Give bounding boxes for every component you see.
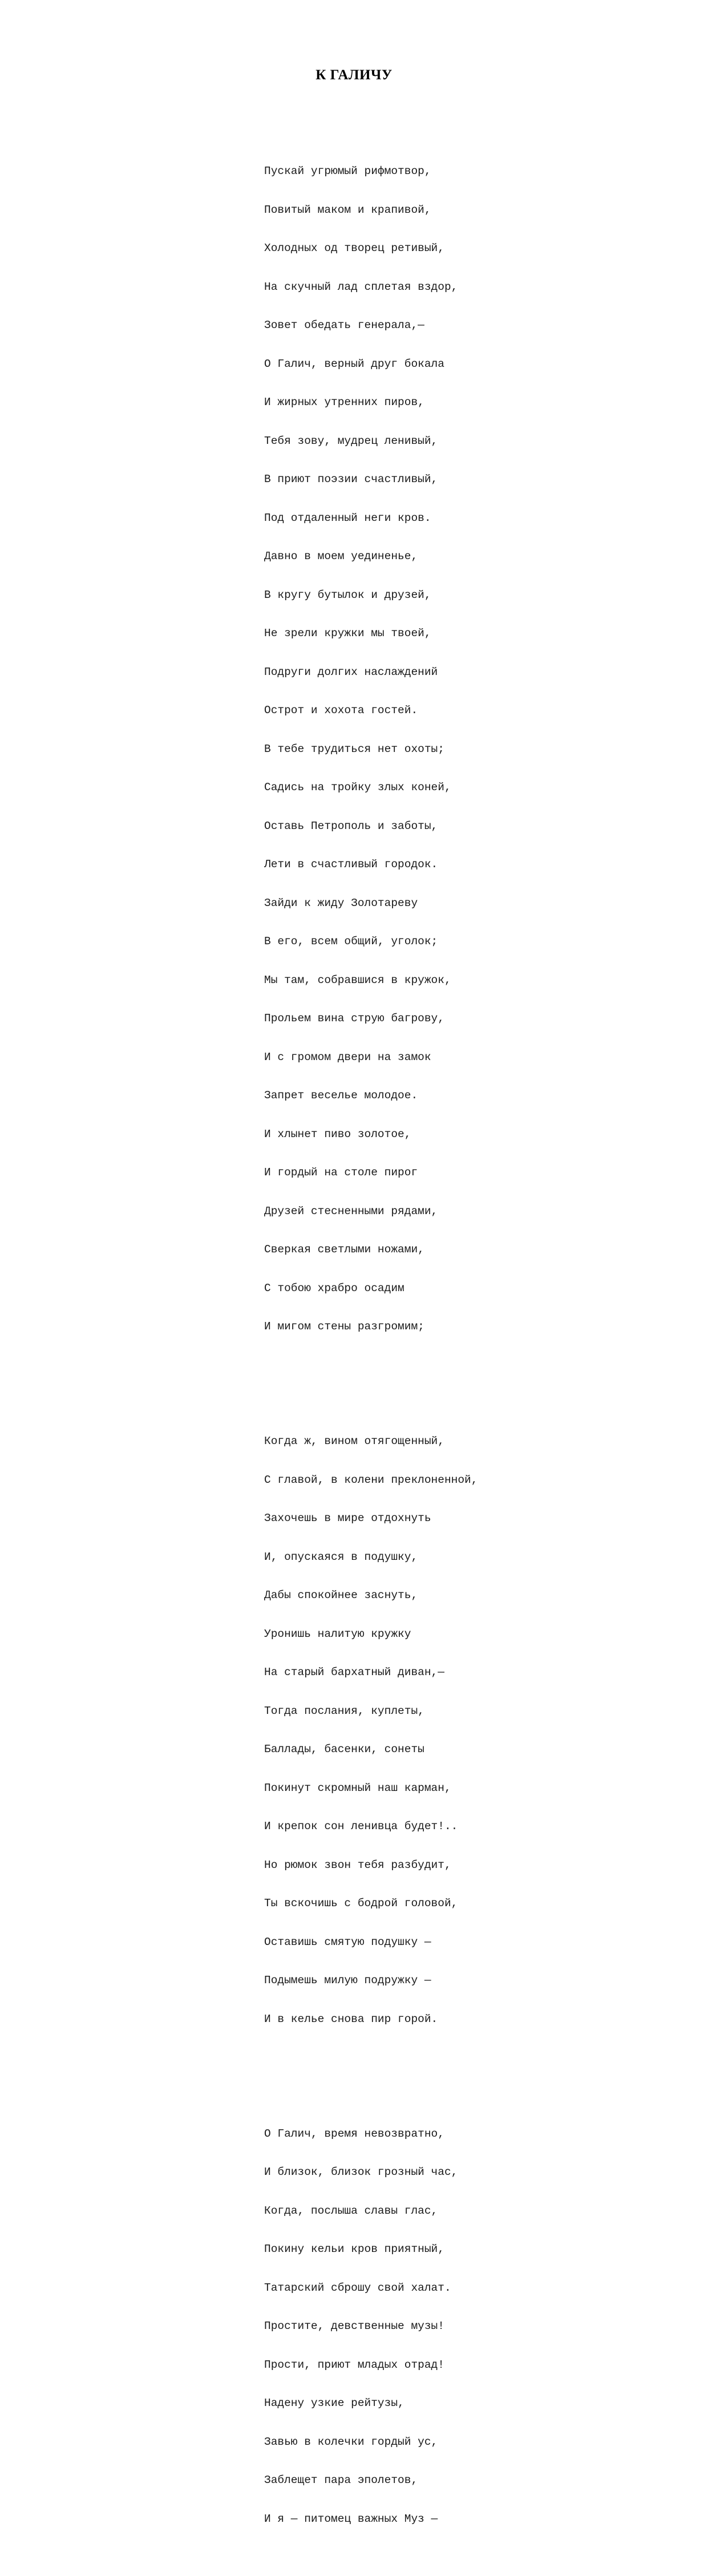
poem-line: Зовет обедать генерала,— — [264, 319, 424, 331]
poem-line: И жирных утренних пиров, — [264, 396, 424, 409]
poem-line: Простите, девственные музы! — [264, 2320, 444, 2332]
poem-line: Мы там, собравшися в кружок, — [264, 973, 451, 986]
poem-line: Прольем вина струю багрову, — [264, 1012, 444, 1025]
poem-line: И близок, близок грозный час, — [264, 2166, 458, 2178]
poem-line: Баллады, басенки, сонеты — [264, 1743, 424, 1756]
poem-line: Сверкая светлыми ножами, — [264, 1243, 424, 1256]
poem-line: На скучный лад сплетая вздор, — [264, 280, 458, 293]
poem-line: В его, всем общий, уголок; — [264, 935, 438, 948]
poem-line: Когда, послыша славы глас, — [264, 2204, 438, 2217]
poem-line: Не зрели кружки мы твоей, — [264, 627, 431, 640]
stanza-1 — [264, 140, 478, 1359]
poem-body — [264, 115, 478, 2576]
poem-line: И в келье снова пир горой. — [264, 2012, 438, 2025]
poem-line: И, опускаяся в подушку, — [264, 1550, 418, 1563]
poem-line: Тебя зову, мудрец ленивый, — [264, 434, 438, 447]
poem-line: Под отдаленный неги кров. — [264, 511, 431, 524]
poem-line: В приют поэзии счастливый, — [264, 473, 438, 486]
poem-line: Давно в моем уединенье, — [264, 550, 418, 563]
stanza-2 — [264, 1410, 478, 2051]
poem-line: Прости, приют младых отрад! — [264, 2358, 444, 2371]
poem-line: Когда ж, вином отягощенный, — [264, 1435, 444, 1447]
poem-line: Подруги долгих наслаждений — [264, 665, 438, 678]
poem-line: Завью в колечки гордый ус, — [264, 2435, 438, 2448]
poem-line: Покинут скромный наш карман, — [264, 1781, 451, 1794]
poem-line: Холодных од творец ретивый, — [264, 242, 444, 254]
poem-line: Запрет веселье молодое. — [264, 1089, 418, 1102]
poem-line: Острот и хохота гостей. — [264, 704, 418, 717]
poem-line: Повитый маком и крапивой, — [264, 203, 431, 216]
poem-line: Подымешь милую подружку — — [264, 1974, 431, 1987]
poem-line: На старый бархатный диван,— — [264, 1666, 444, 1679]
poem-line: И гордый на столе пирог — [264, 1166, 418, 1179]
poem-line: С главой, в колени преклоненной, — [264, 1473, 478, 1486]
poem-line: Зайди к жиду Золотареву — [264, 896, 418, 909]
poem-line: О Галич, верный друг бокала — [264, 357, 444, 370]
poem-line: И хлынет пиво золотое, — [264, 1127, 411, 1141]
poem-line: Захочешь в мире отдохнуть — [264, 1512, 431, 1524]
poem-line: Заблещет пара эполетов, — [264, 2474, 418, 2486]
poem-line: О Галич, время невозвратно, — [264, 2127, 444, 2140]
poem-line: Тогда послания, куплеты, — [264, 1704, 424, 1717]
poem-line: Надену узкие рейтузы, — [264, 2397, 404, 2409]
poem-line: И крепок сон ленивца будет!.. — [264, 1820, 458, 1833]
poem-line: Пускай угрюмый рифмотвор, — [264, 165, 431, 177]
poem-line: С тобою храбро осадим — [264, 1281, 404, 1295]
poem-line: Но рюмок звон тебя разбудит, — [264, 1858, 451, 1871]
poem-line: Оставишь смятую подушку — — [264, 1935, 431, 1948]
poem-title: К ГАЛИЧУ — [315, 67, 393, 83]
stanza-3 — [264, 2102, 478, 2551]
poem-line: Садись на тройку злых коней, — [264, 781, 451, 794]
poem-line: Покину кельи кров приятный, — [264, 2243, 444, 2255]
poem-line: И мигом стены разгромим; — [264, 1320, 424, 1333]
poem-line: Дабы спокойнее заснуть, — [264, 1589, 418, 1602]
poem-line: И с громом двери на замок — [264, 1050, 431, 1063]
poem-line: И я — питомец важных Муз — — [264, 2512, 438, 2525]
poem-line: В тебе трудиться нет охоты; — [264, 742, 444, 755]
poem-line: Татарский сброшу свой халат. — [264, 2281, 451, 2294]
poem-line: Друзей стесненными рядами, — [264, 1204, 438, 1218]
poem-line: Ты вскочишь с бодрой головой, — [264, 1897, 458, 1910]
poem-line: Лети в счастливый городок. — [264, 858, 438, 871]
poem-line: Уронишь налитую кружку — [264, 1627, 411, 1640]
poem-line: В кругу бутылок и друзей, — [264, 588, 431, 601]
poem-line: Оставь Петрополь и заботы, — [264, 819, 438, 832]
